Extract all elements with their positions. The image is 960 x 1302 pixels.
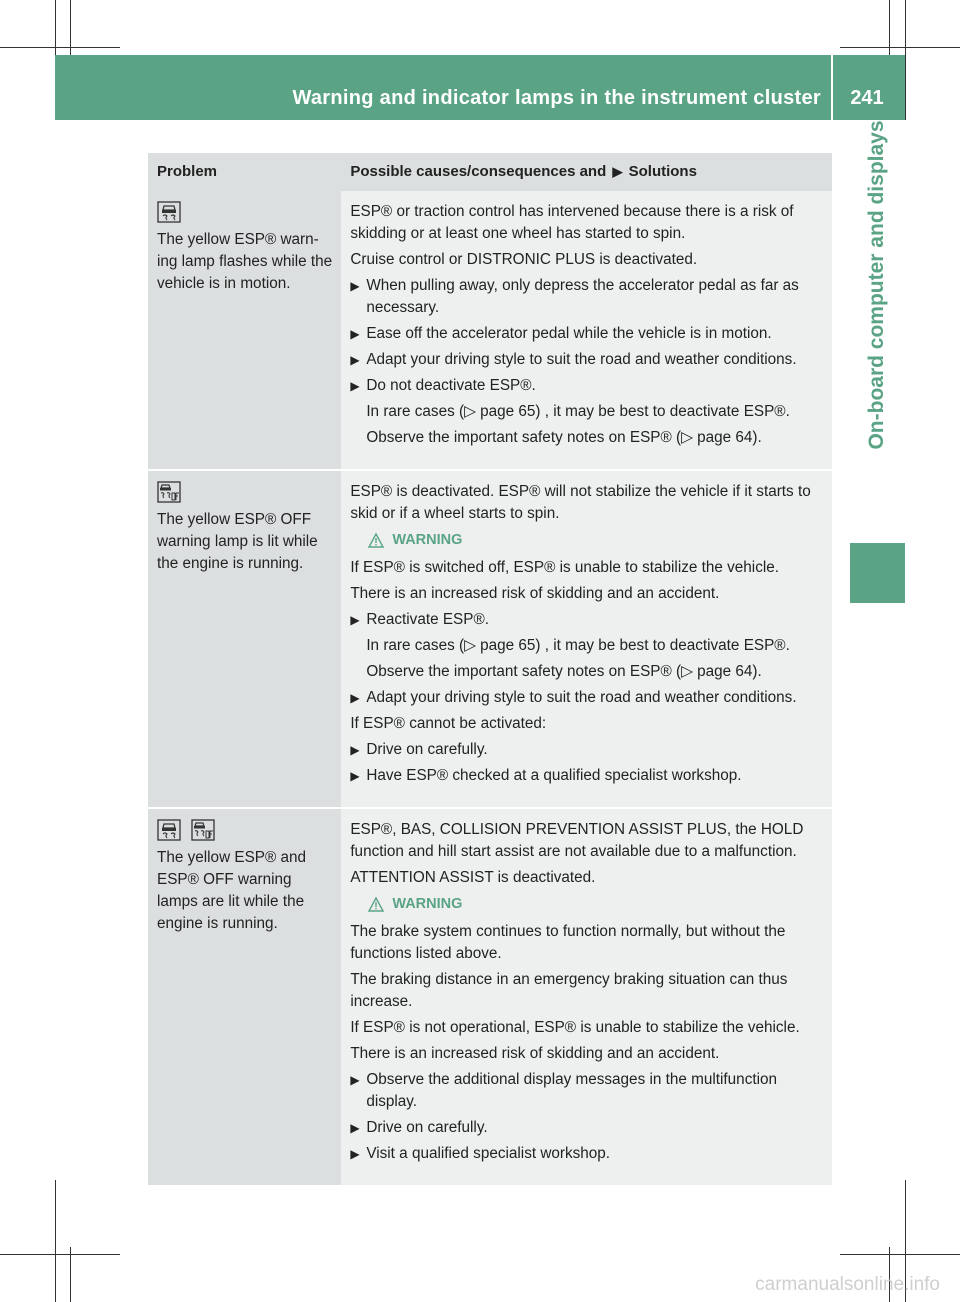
warning-lamp-icons [157, 481, 335, 505]
step-note: Observe the important safety notes on ESP® (▷ page 64). [366, 429, 762, 446]
step-text: Have ESP® checked at a qualified specialist workshop. [366, 767, 742, 784]
step-arrow-icon: ▶ [350, 769, 360, 783]
solution-step [350, 375, 828, 397]
section-side-tab: On-board computer and displays [865, 120, 888, 450]
table-row [148, 807, 832, 1185]
solution-step [350, 609, 828, 631]
table-row [148, 191, 832, 469]
solution-cell [341, 191, 832, 469]
solution-step [350, 349, 828, 371]
warning-label: WARNING [392, 532, 463, 548]
watermark: carmanualsonline.info [755, 1274, 940, 1295]
step-text: Adapt your driving style to suit the road and weather conditions. [366, 689, 797, 706]
warning-heading [368, 893, 828, 915]
problem-cell [148, 807, 341, 1185]
cause-paragraph: The brake system continues to function normally, but without the functions listed above. [350, 923, 786, 962]
crop-mark [70, 0, 71, 55]
step-text: Drive on carefully. [366, 1119, 488, 1136]
solution-step [350, 323, 828, 345]
cause-paragraph: There is an increased risk of skidding and an accident. [350, 1045, 720, 1062]
warning-heading [368, 529, 828, 551]
column-header-causes: Possible causes/consequences and [350, 163, 607, 180]
problem-cell [148, 469, 341, 807]
crop-mark [0, 47, 120, 48]
step-text: Visit a qualified specialist workshop. [366, 1145, 611, 1162]
step-arrow-icon: ▶ [350, 1121, 360, 1135]
step-arrow-icon: ▶ [350, 353, 360, 367]
solution-cell [341, 807, 832, 1185]
cause-paragraph: If ESP® is switched off, ESP® is unable to stabilize the vehicle. [350, 559, 779, 576]
section-marker-block [850, 543, 905, 603]
warning-triangle-icon [368, 533, 384, 548]
column-header-solutions [341, 153, 832, 191]
step-arrow-icon: ▶ [350, 613, 360, 627]
solution-step [350, 765, 828, 787]
solution-step [350, 1117, 828, 1139]
step-arrow-icon: ▶ [350, 379, 360, 393]
step-note: In rare cases (▷ page 65) , it may be best to deactivate ESP®. [366, 637, 790, 654]
esp-off-warning-lamp-icon [191, 819, 217, 841]
warning-lamp-table [148, 153, 832, 1185]
column-header-problem: Problem [148, 153, 341, 191]
crop-mark [55, 1180, 56, 1302]
esp-warning-lamp-icon [157, 201, 183, 223]
table-header-row [148, 153, 832, 191]
step-arrow-icon: ▶ [350, 1147, 360, 1161]
crop-mark [840, 47, 960, 48]
problem-description: The yellow ESP® OFF warning lamp is lit while the engine is running. [157, 511, 318, 572]
solution-step [350, 687, 828, 709]
warning-lamp-icons [157, 201, 335, 225]
step-text: Reactivate ESP®. [366, 611, 489, 628]
table-row [148, 469, 832, 807]
cause-paragraph: If ESP® cannot be activated: [350, 715, 547, 732]
step-arrow-icon: ▶ [350, 279, 360, 293]
solution-step [350, 1143, 828, 1165]
step-text: Observe the additional display messages in the multifunction display. [366, 1071, 778, 1110]
step-text: Ease off the accelerator pedal while the vehicle is in motion. [366, 325, 772, 342]
crop-mark [0, 1254, 120, 1255]
cause-paragraph: The braking distance in an emergency braking situation can thus increase. [350, 971, 788, 1010]
cause-paragraph: ESP® or traction control has intervened because there is a risk of skidding or at least one wheel has started to spin. [350, 203, 794, 242]
solution-cell [341, 469, 832, 807]
problem-description: The yellow ESP® warn-ing lamp flashes while the vehicle is in motion. [157, 231, 333, 292]
page-title: Warning and indicator lamps in the instrument cluster [292, 87, 821, 109]
step-text: Adapt your driving style to suit the road and weather conditions. [366, 351, 797, 368]
step-arrow-icon: ▶ [350, 1073, 360, 1087]
cause-paragraph: If ESP® is not operational, ESP® is unable to stabilize the vehicle. [350, 1019, 800, 1036]
cause-paragraph: ESP® is deactivated. ESP® will not stabilize the vehicle if it starts to skid or if a wheel starts to spin. [350, 483, 811, 522]
problem-cell [148, 191, 341, 469]
header-divider [831, 55, 833, 120]
solution-step [350, 275, 828, 319]
cause-paragraph: ATTENTION ASSIST is deactivated. [350, 869, 596, 886]
crop-mark [70, 1247, 71, 1302]
warning-lamp-icons [157, 819, 335, 843]
step-note: In rare cases (▷ page 65) , it may be best to deactivate ESP®. [366, 403, 790, 420]
page-header [55, 55, 905, 120]
solution-step [350, 739, 828, 761]
step-arrow-icon: ▶ [350, 743, 360, 757]
step-text: Do not deactivate ESP®. [366, 377, 536, 394]
esp-warning-lamp-icon [157, 819, 183, 841]
step-arrow-icon: ▶ [350, 327, 360, 341]
esp-off-warning-lamp-icon [157, 481, 183, 503]
crop-mark [905, 0, 906, 120]
step-text: Drive on carefully. [366, 741, 488, 758]
step-note: Observe the important safety notes on ESP® (▷ page 64). [366, 663, 762, 680]
page-number: 241 [850, 87, 884, 109]
crop-mark [889, 0, 890, 55]
arrow-right-icon: ▶ [612, 164, 623, 179]
cause-paragraph: Cruise control or DISTRONIC PLUS is deactivated. [350, 251, 698, 268]
step-arrow-icon: ▶ [350, 691, 360, 705]
problem-description: The yellow ESP® and ESP® OFF warning lamps are lit while the engine is running. [157, 849, 307, 932]
step-text: When pulling away, only depress the accelerator pedal as far as necessary. [366, 277, 799, 316]
column-header-solutions-label: Solutions [628, 163, 697, 180]
cause-paragraph: ESP®, BAS, COLLISION PREVENTION ASSIST PLUS, the HOLD function and hill start assist are not available due to a malfunction. [350, 821, 804, 860]
warning-triangle-icon [368, 897, 384, 912]
crop-mark [840, 1254, 960, 1255]
warning-label: WARNING [392, 896, 463, 912]
cause-paragraph: There is an increased risk of skidding and an accident. [350, 585, 720, 602]
solution-step [350, 1069, 828, 1113]
